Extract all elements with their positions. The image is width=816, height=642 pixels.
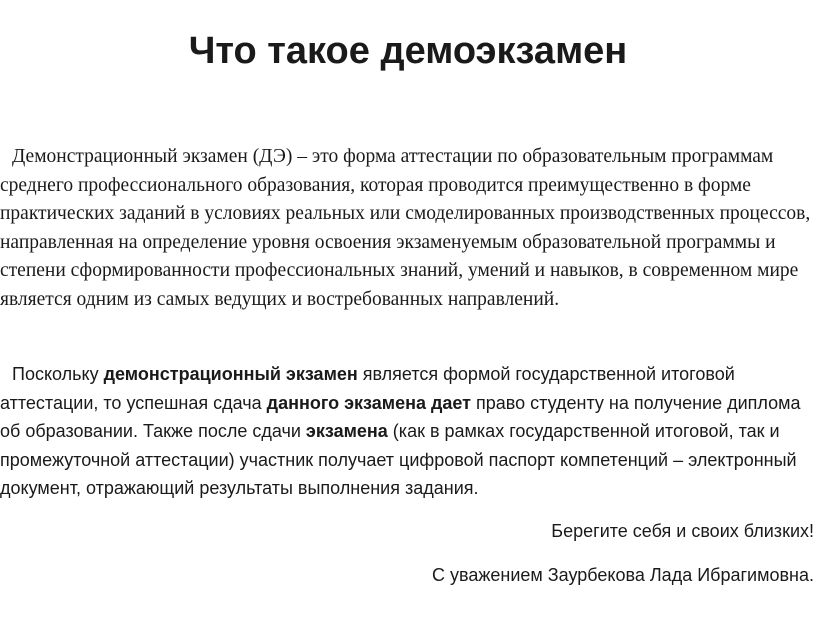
text-segment: право студенту на получение диплома об образовании. Также после сдачи — [0, 392, 801, 441]
page-title: Что такое демоэкзамен — [188, 30, 628, 73]
text-segment: является формой государственной итоговой аттестации, то успешная сдача — [0, 364, 735, 413]
bold-term-this-exam: данного экзамена дает — [266, 392, 471, 413]
text-segment: Поскольку — [12, 364, 104, 384]
bold-term-exam: экзамена — [305, 421, 388, 441]
text-segment: (как в рамках государственной итоговой, так и промежуточной аттестации) участник получает цифровой паспорт компетенций – электронный документ, отражающий результаты выполнения задания. — [0, 421, 797, 498]
definition-paragraph: Демонстрационный экзамен (ДЭ) – это форма аттестации по образовательным программам среднего профессионального образования, которая проводится преимущественно в форме практических заданий в условиях реальных или смоделированных производственных процессов, направленная на определение уровня освоения экзаменуемым образовательной программы и степени сформированности профессиональных знаний, умений и навыков, в современном мире является одним из самых ведущих и востребованных направлений. — [0, 146, 811, 310]
exam-info-paragraph — [0, 360, 812, 503]
closing-wish: Берегите себя и своих близких! — [551, 521, 814, 541]
bold-term-demo-exam: демонстрационный экзамен — [103, 364, 358, 384]
closing-signature: С уважением Заурбекова Лада Ибрагимовна. — [432, 565, 814, 585]
